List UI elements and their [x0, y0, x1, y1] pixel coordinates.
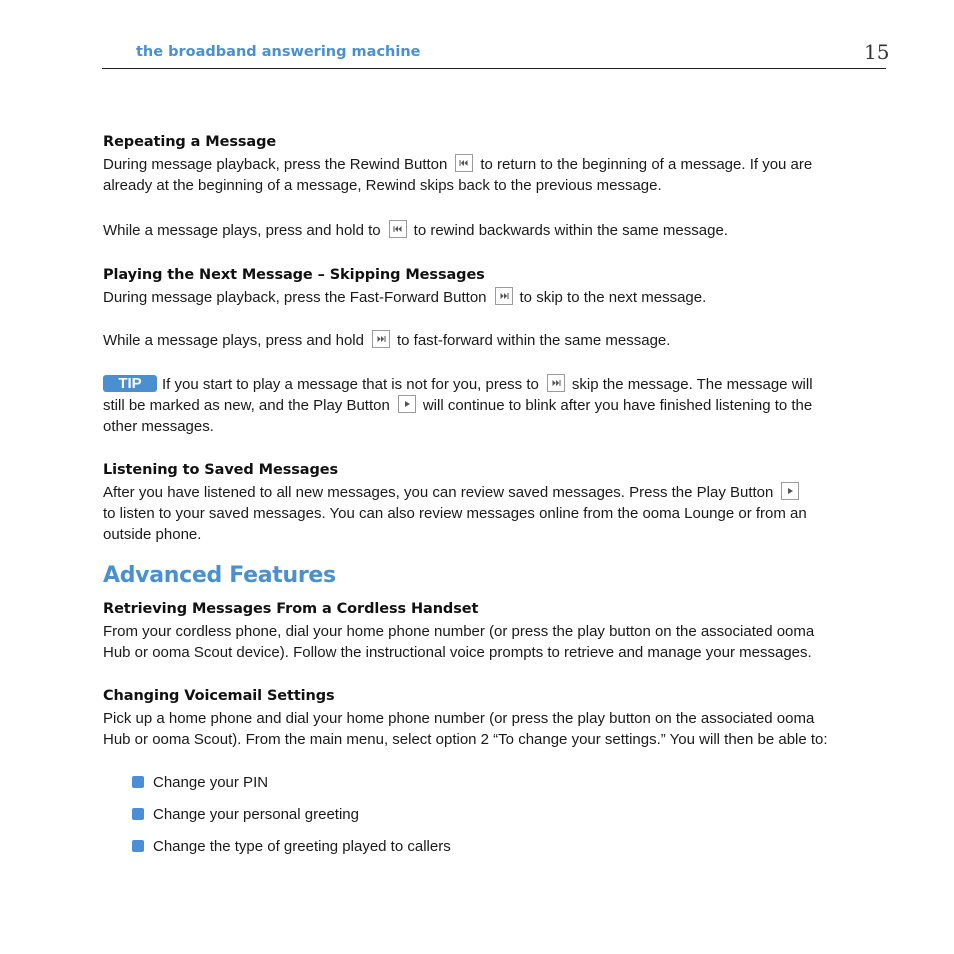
paragraph-retrieving: From your cordless phone, dial your home phone number (or press the play button on the associated ooma Hub or ooma Scout device). Follow the instructional voice prompts to retrieve and manage your messages.: [103, 623, 815, 661]
paragraph-saved: After you have listened to all new messages, you can review saved messages. Press the Play Button to listen to your saved messages. You can also review messages online from the ooma Lounge or from an outside phone.: [103, 484, 807, 543]
page-number: 15: [864, 40, 890, 64]
heading-advanced-features: Advanced Features: [103, 563, 336, 588]
heading-retrieving-messages: Retrieving Messages From a Cordless Handset: [103, 601, 479, 617]
list-item: Change the type of greeting played to callers: [132, 836, 451, 868]
paragraph-next-2: While a message plays, press and hold to fast-forward within the same message.: [103, 332, 671, 349]
paragraph-repeating-1: During message playback, press the Rewind Button to return to the beginning of a message. If you are already at the beginning of a message, Rewind skips back to the previous message.: [103, 156, 813, 194]
list-item: Change your PIN: [132, 772, 451, 804]
paragraph-next-1: During message playback, press the Fast-Forward Button to skip to the next message.: [103, 289, 707, 306]
fast-forward-icon: [495, 287, 513, 305]
tip-paragraph: TIP If you start to play a message that is not for you, press to skip the message. The message will still be marked as new, and the Play Button will continue to blink after you have finished listening to the other messages.: [103, 375, 813, 435]
rewind-icon: [455, 154, 473, 172]
fast-forward-icon: [372, 330, 390, 348]
heading-saved-messages: Listening to Saved Messages: [103, 462, 338, 478]
play-icon: [398, 395, 416, 413]
voicemail-options-list: [132, 772, 451, 868]
heading-voicemail-settings: Changing Voicemail Settings: [103, 688, 335, 704]
bullet-icon: [132, 808, 144, 820]
heading-next-message: Playing the Next Message – Skipping Messages: [103, 267, 485, 283]
heading-repeating-message: Repeating a Message: [103, 134, 277, 150]
tip-badge: TIP: [103, 375, 157, 392]
bullet-icon: [132, 840, 144, 852]
running-header: the broadband answering machine: [136, 44, 421, 60]
bullet-icon: [132, 776, 144, 788]
fast-forward-icon: [547, 374, 565, 392]
list-item: Change your personal greeting: [132, 804, 451, 836]
header-divider: [102, 68, 886, 69]
rewind-icon: [389, 220, 407, 238]
play-icon: [781, 482, 799, 500]
paragraph-repeating-2: While a message plays, press and hold to to rewind backwards within the same message.: [103, 222, 728, 239]
paragraph-voicemail: Pick up a home phone and dial your home phone number (or press the play button on the associated ooma Hub or ooma Scout). From the main menu, select option 2 “To change your settings.” You will then be able to:: [103, 710, 828, 748]
